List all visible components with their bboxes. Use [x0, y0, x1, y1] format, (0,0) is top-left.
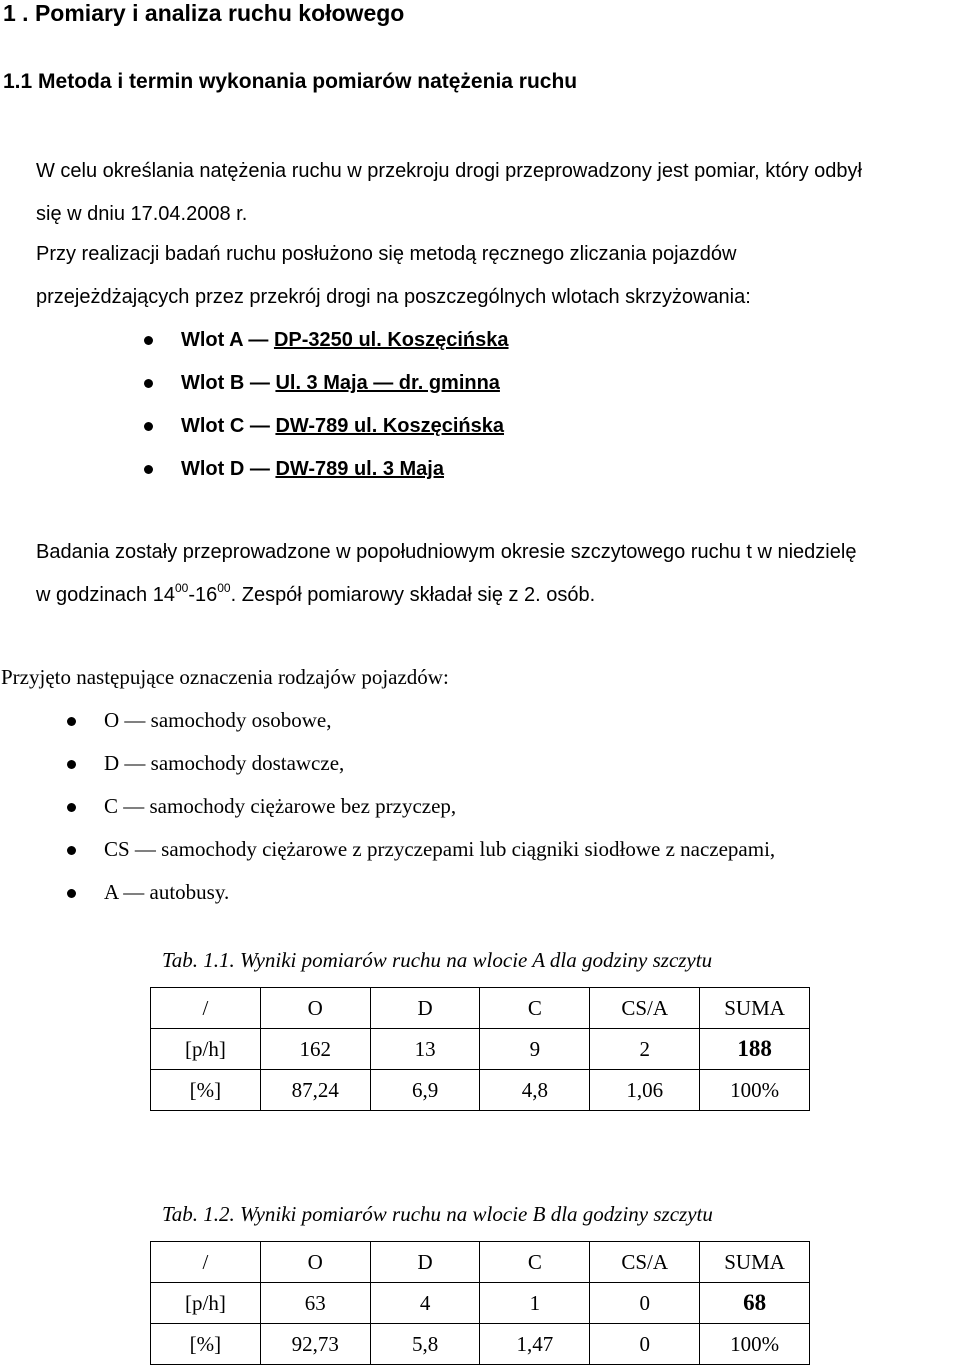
table-cell: 1,47 — [480, 1324, 590, 1365]
table-cell-total: 68 — [700, 1283, 810, 1324]
inlet-item — [181, 415, 504, 438]
table-cell: 1 — [480, 1283, 590, 1324]
table-cell: 9 — [480, 1029, 590, 1070]
table-cell: 4,8 — [480, 1070, 590, 1111]
table-cell: [p/h] — [151, 1283, 261, 1324]
bullet-icon — [67, 760, 76, 769]
subsection-heading: 1.1 Metoda i termin wykonania pomiarów natężenia ruchu — [3, 70, 578, 93]
table-cell: O — [260, 1242, 370, 1283]
table-header-row — [151, 988, 810, 1029]
list-item: C — samochody ciężarowe bez przyczep, — [104, 794, 457, 818]
table-cell: 0 — [590, 1283, 700, 1324]
paragraph-line: przejeżdżających przez przekrój drogi na poszczególnych wlotach skrzyżowania: — [36, 286, 751, 308]
bullet-icon — [144, 379, 153, 388]
bullet-icon — [67, 803, 76, 812]
table-cell: 13 — [370, 1029, 480, 1070]
table-cell: 100% — [700, 1324, 810, 1365]
table-cell: D — [370, 1242, 480, 1283]
inlet-road: DP-3250 ul. Koszęcińska — [273, 329, 509, 351]
table-cell: / — [151, 1242, 261, 1283]
results-table-b — [150, 1241, 810, 1365]
inlet-separator: — — [244, 372, 276, 394]
table-cell: O — [260, 988, 370, 1029]
table-caption: Tab. 1.1. Wyniki pomiarów ruchu na wlocie A dla godziny szczytu — [162, 948, 713, 972]
table-cell: 5,8 — [370, 1324, 480, 1365]
table-cell: CS/A — [590, 1242, 700, 1283]
table-cell-total: 188 — [700, 1029, 810, 1070]
bullet-icon — [67, 889, 76, 898]
list-item: O — samochody osobowe, — [104, 708, 332, 732]
inlet-name: Wlot C — [181, 415, 245, 437]
inlet-name: Wlot A — [181, 329, 243, 351]
table-row — [151, 1029, 810, 1070]
table-cell: C — [480, 988, 590, 1029]
results-table-a — [150, 987, 810, 1111]
inlet-separator: — — [242, 329, 274, 351]
section-heading: 1 . Pomiary i analiza ruchu kołowego — [3, 0, 405, 26]
inlet-separator: — — [244, 415, 276, 437]
table-cell: 87,24 — [260, 1070, 370, 1111]
inlet-separator: — — [244, 458, 276, 480]
table-cell: SUMA — [700, 1242, 810, 1283]
bullet-icon — [144, 336, 153, 345]
inlet-road: DW-789 ul. 3 Maja — [275, 458, 444, 480]
table-row — [151, 1324, 810, 1365]
table-cell: CS/A — [590, 988, 700, 1029]
list-item: A — autobusy. — [104, 880, 230, 904]
table-cell: [p/h] — [151, 1029, 261, 1070]
table-cell: 63 — [260, 1283, 370, 1324]
table-cell: 92,73 — [260, 1324, 370, 1365]
table-cell: [%] — [151, 1324, 261, 1365]
inlet-item — [181, 458, 444, 481]
paragraph-line: Badania zostały przeprowadzone w popołudniowym okresie szczytowego ruchu t w niedzielę — [36, 541, 857, 563]
inlet-name: Wlot D — [181, 458, 245, 480]
paragraph-line: Przy realizacji badań ruchu posłużono się metodą ręcznego zliczania pojazdów — [36, 243, 737, 265]
table-header-row — [151, 1242, 810, 1283]
bullet-icon — [67, 717, 76, 726]
inlet-name: Wlot B — [181, 372, 245, 394]
table-row — [151, 1070, 810, 1111]
table-cell: C — [480, 1242, 590, 1283]
table-row — [151, 1283, 810, 1324]
table-cell: D — [370, 988, 480, 1029]
table-cell: 162 — [260, 1029, 370, 1070]
table-cell: 100% — [700, 1070, 810, 1111]
inlet-item — [181, 372, 500, 395]
types-intro: Przyjęto następujące oznaczenia rodzajów pojazdów: — [1, 665, 449, 689]
paragraph-line: się w dniu 17.04.2008 r. — [36, 203, 248, 225]
table-cell: / — [151, 988, 261, 1029]
inlet-item — [181, 329, 509, 352]
bullet-icon — [67, 846, 76, 855]
table-cell: 2 — [590, 1029, 700, 1070]
paragraph-line: W celu określania natężenia ruchu w przekroju drogi przeprowadzony jest pomiar, który odbył — [36, 160, 862, 182]
table-caption: Tab. 1.2. Wyniki pomiarów ruchu na wlocie B dla godziny szczytu — [162, 1202, 713, 1226]
list-item: D — samochody dostawcze, — [104, 751, 345, 775]
table-cell: 0 — [590, 1324, 700, 1365]
table-cell: 6,9 — [370, 1070, 480, 1111]
paragraph-line: w godzinach $14^{00}-16^{00}$. Zespół pomiarowy składał się z 2. osób. — [36, 581, 596, 606]
bullet-icon — [144, 422, 153, 431]
list-item: CS — samochody ciężarowe z przyczepami lub ciągniki siodłowe z naczepami, — [104, 837, 776, 861]
inlet-road: Ul. 3 Maja — dr. gminna — [275, 372, 500, 394]
table-cell: [%] — [151, 1070, 261, 1111]
bullet-icon — [144, 465, 153, 474]
inlet-road: DW-789 ul. Koszęcińska — [275, 415, 505, 437]
table-cell: 4 — [370, 1283, 480, 1324]
table-cell: SUMA — [700, 988, 810, 1029]
table-cell: 1,06 — [590, 1070, 700, 1111]
